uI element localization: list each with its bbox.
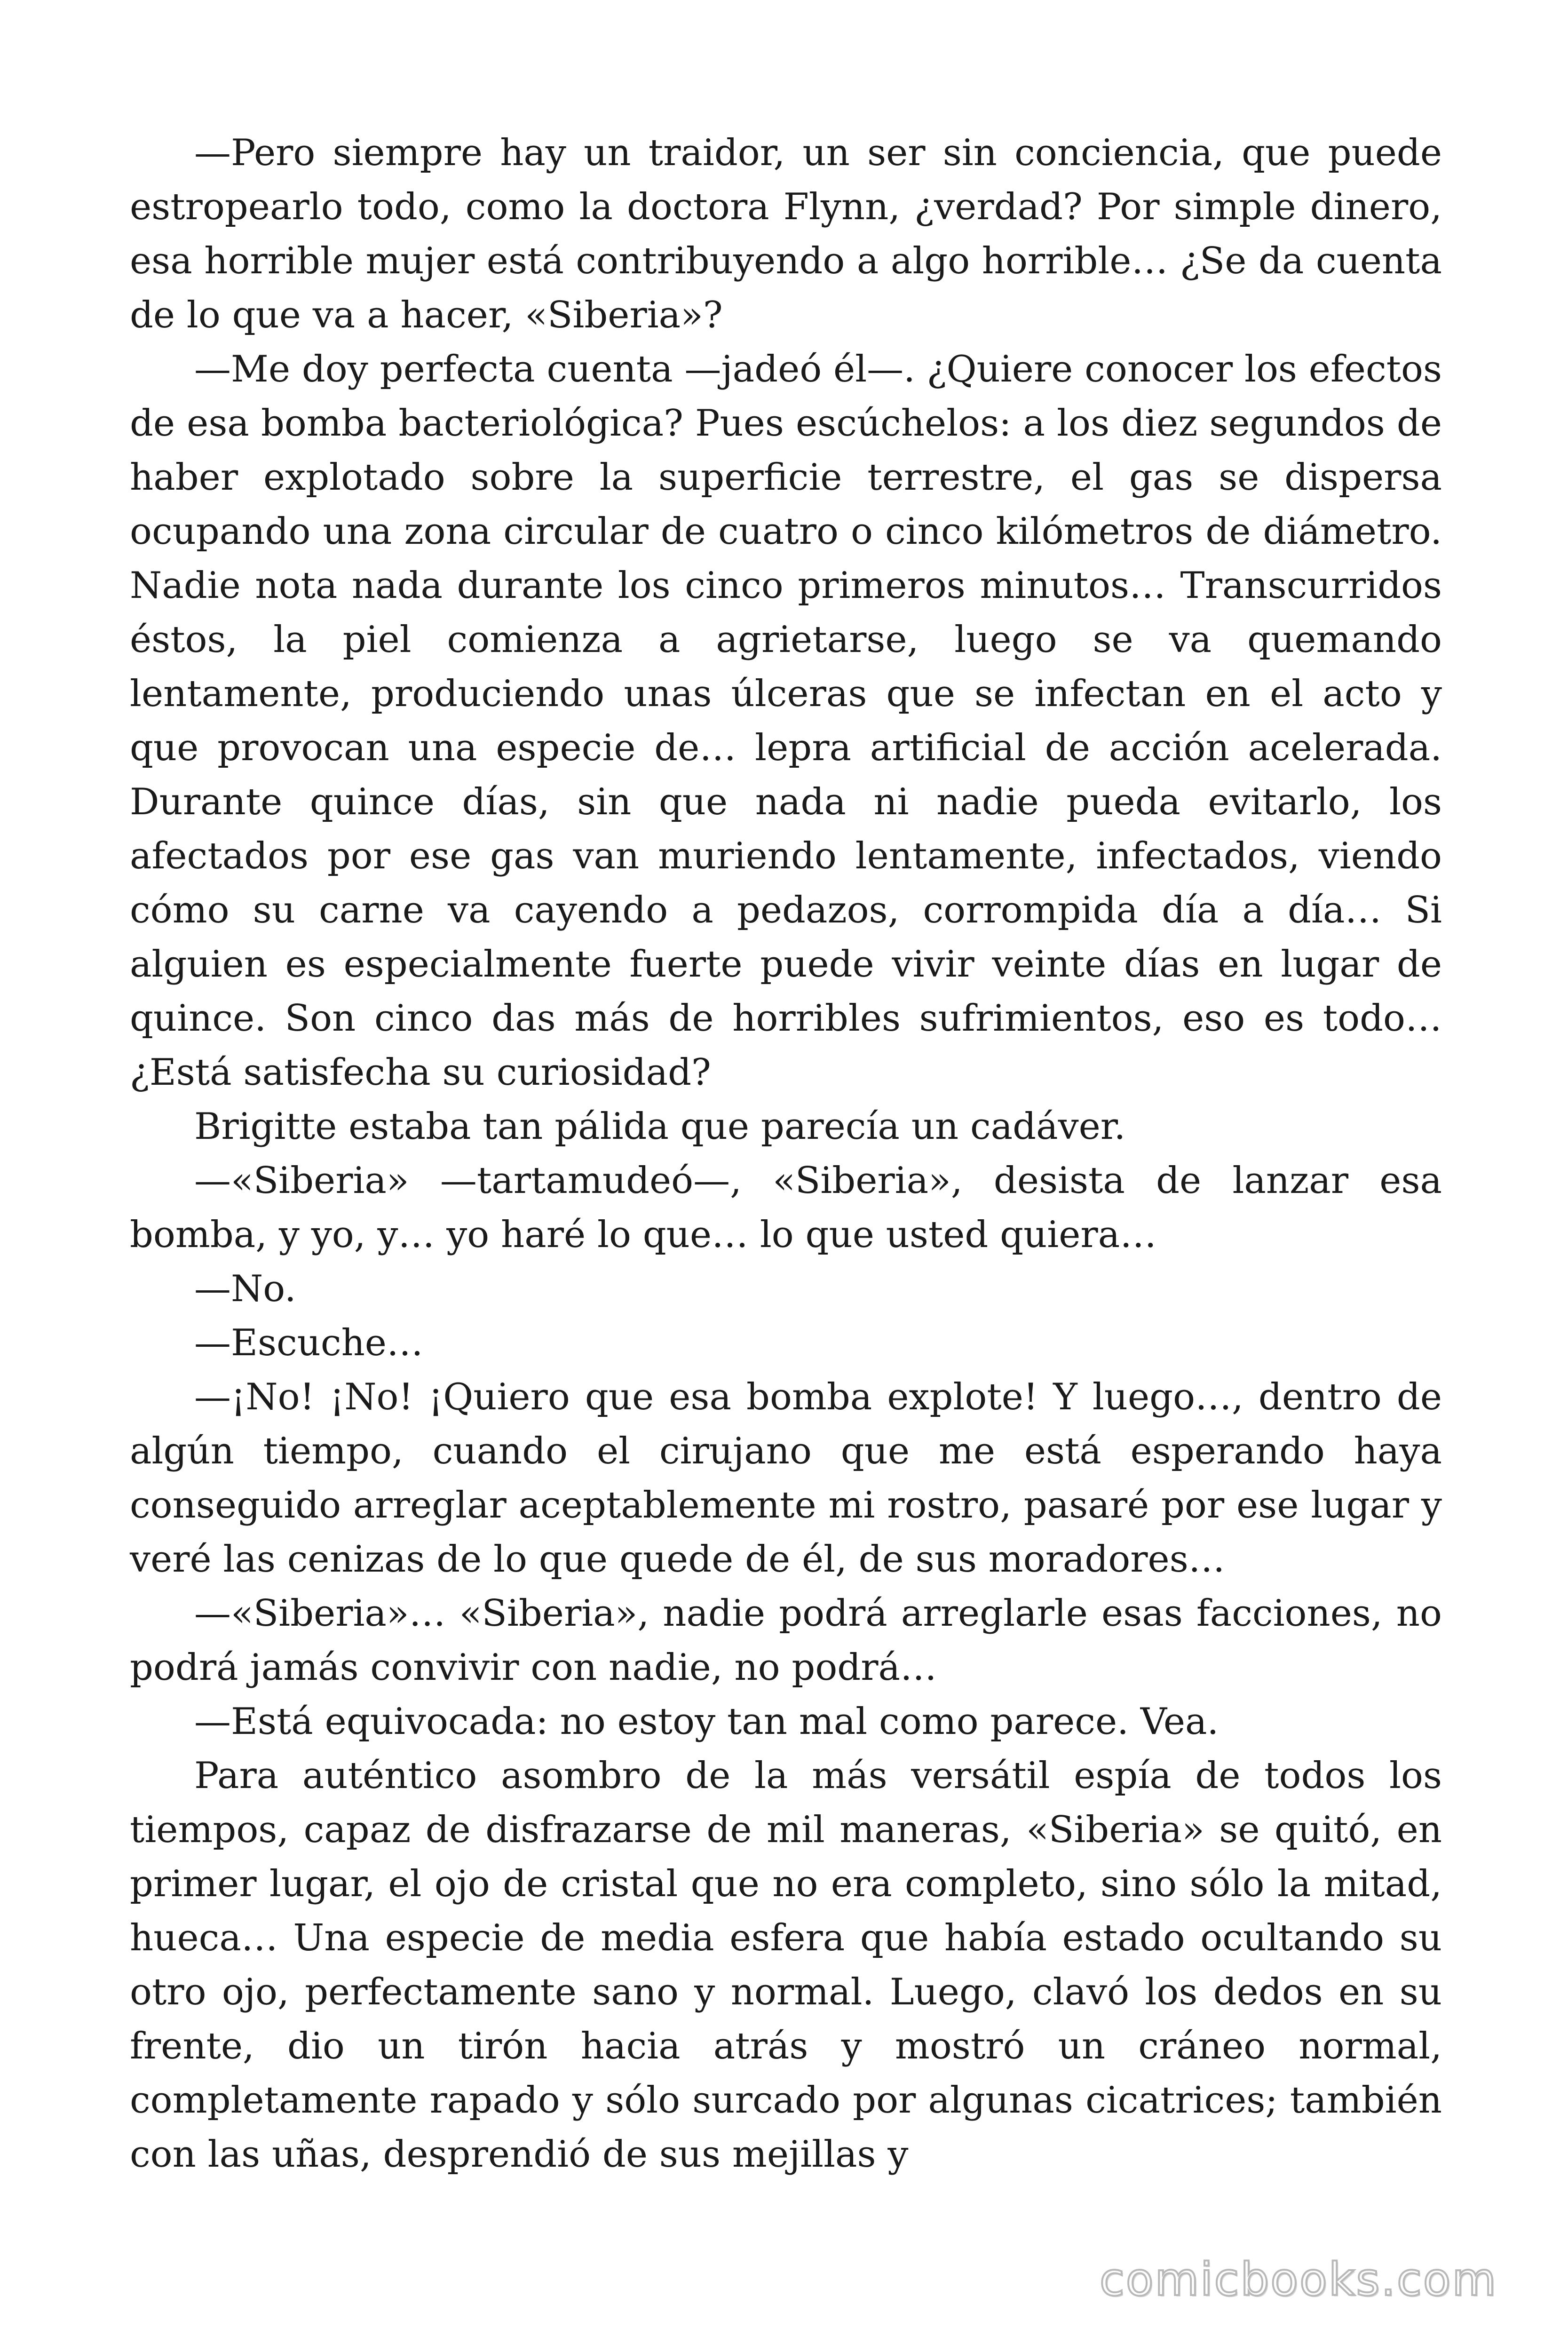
watermark: comicbooks.com	[1099, 2253, 1497, 2306]
paragraph: —Escuche…	[194, 1322, 423, 1364]
body-text	[130, 126, 1442, 2182]
paragraph: —Está equivocada: no estoy tan mal como parece. Vea.	[194, 1700, 1219, 1743]
paragraph: —Me doy perfecta cuenta —jadeó él—. ¿Quiere conocer los efectos de esa bomba bacteriológica? Pues escúchelos: a los diez segundos de haber explotado sobre la superficie terrestre, el gas se dispersa ocupando una zona circular de cuatro o cinco kilómetros de diámetro. Nadie nota nada durante los cinco primeros minutos… Transcurridos éstos, la piel comienza a agrietarse, luego se va quemando lentamente, produciendo unas úlceras que se infectan en el acto y que provocan una especie de… lepra artificial de acción acelerada. Durante quince días, sin que nada ni nadie pueda evitarlo, los afectados por ese gas van muriendo lentamente, infectados, viendo cómo su carne va cayendo a pedazos, corrompida día a día… Si alguien es especialmente fuerte puede vivir veinte días en lugar de quince. Son cinco das más de horribles sufrimientos, eso es todo… ¿Está satisfecha su curiosidad?	[130, 348, 1442, 1094]
paragraph: —«Siberia» —tartamudeó—, «Siberia», desista de lanzar esa bomba, y yo, y… yo haré lo que… lo que usted quiera…	[130, 1160, 1442, 1256]
paragraph: —No.	[194, 1268, 296, 1310]
paragraph: Para auténtico asombro de la más versátil espía de todos los tiempos, capaz de disfrazarse de mil maneras, «Siberia» se quitó, en primer lugar, el ojo de cristal que no era completo, sino sólo la mitad, hueca… Una especie de media esfera que había estado ocultando su otro ojo, perfectamente sano y normal. Luego, clavó los dedos en su frente, dio un tirón hacia atrás y mostró un cráneo normal, completamente rapado y sólo surcado por algunas cicatrices; también con las uñas, desprendió de sus mejillas y	[130, 1755, 1442, 2176]
paragraph: Brigitte estaba tan pálida que parecía un cadáver.	[194, 1105, 1126, 1148]
paragraph: —¡No! ¡No! ¡Quiero que esa bomba explote! Y luego…, dentro de algún tiempo, cuando el cirujano que me está esperando haya conseguido arreglar aceptablemente mi rostro, pasaré por ese lugar y veré las cenizas de lo que quede de él, de sus moradores…	[130, 1376, 1442, 1581]
paragraph: —«Siberia»… «Siberia», nadie podrá arreglarle esas facciones, no podrá jamás convivir con nadie, no podrá…	[130, 1592, 1442, 1689]
paragraph: —Pero siempre hay un traidor, un ser sin conciencia, que puede estropearlo todo, como la doctora Flynn, ¿verdad? Por simple dinero, esa horrible mujer está contribuyendo a algo horrible… ¿Se da cuenta de lo que va a hacer, «Siberia»?	[130, 132, 1442, 336]
